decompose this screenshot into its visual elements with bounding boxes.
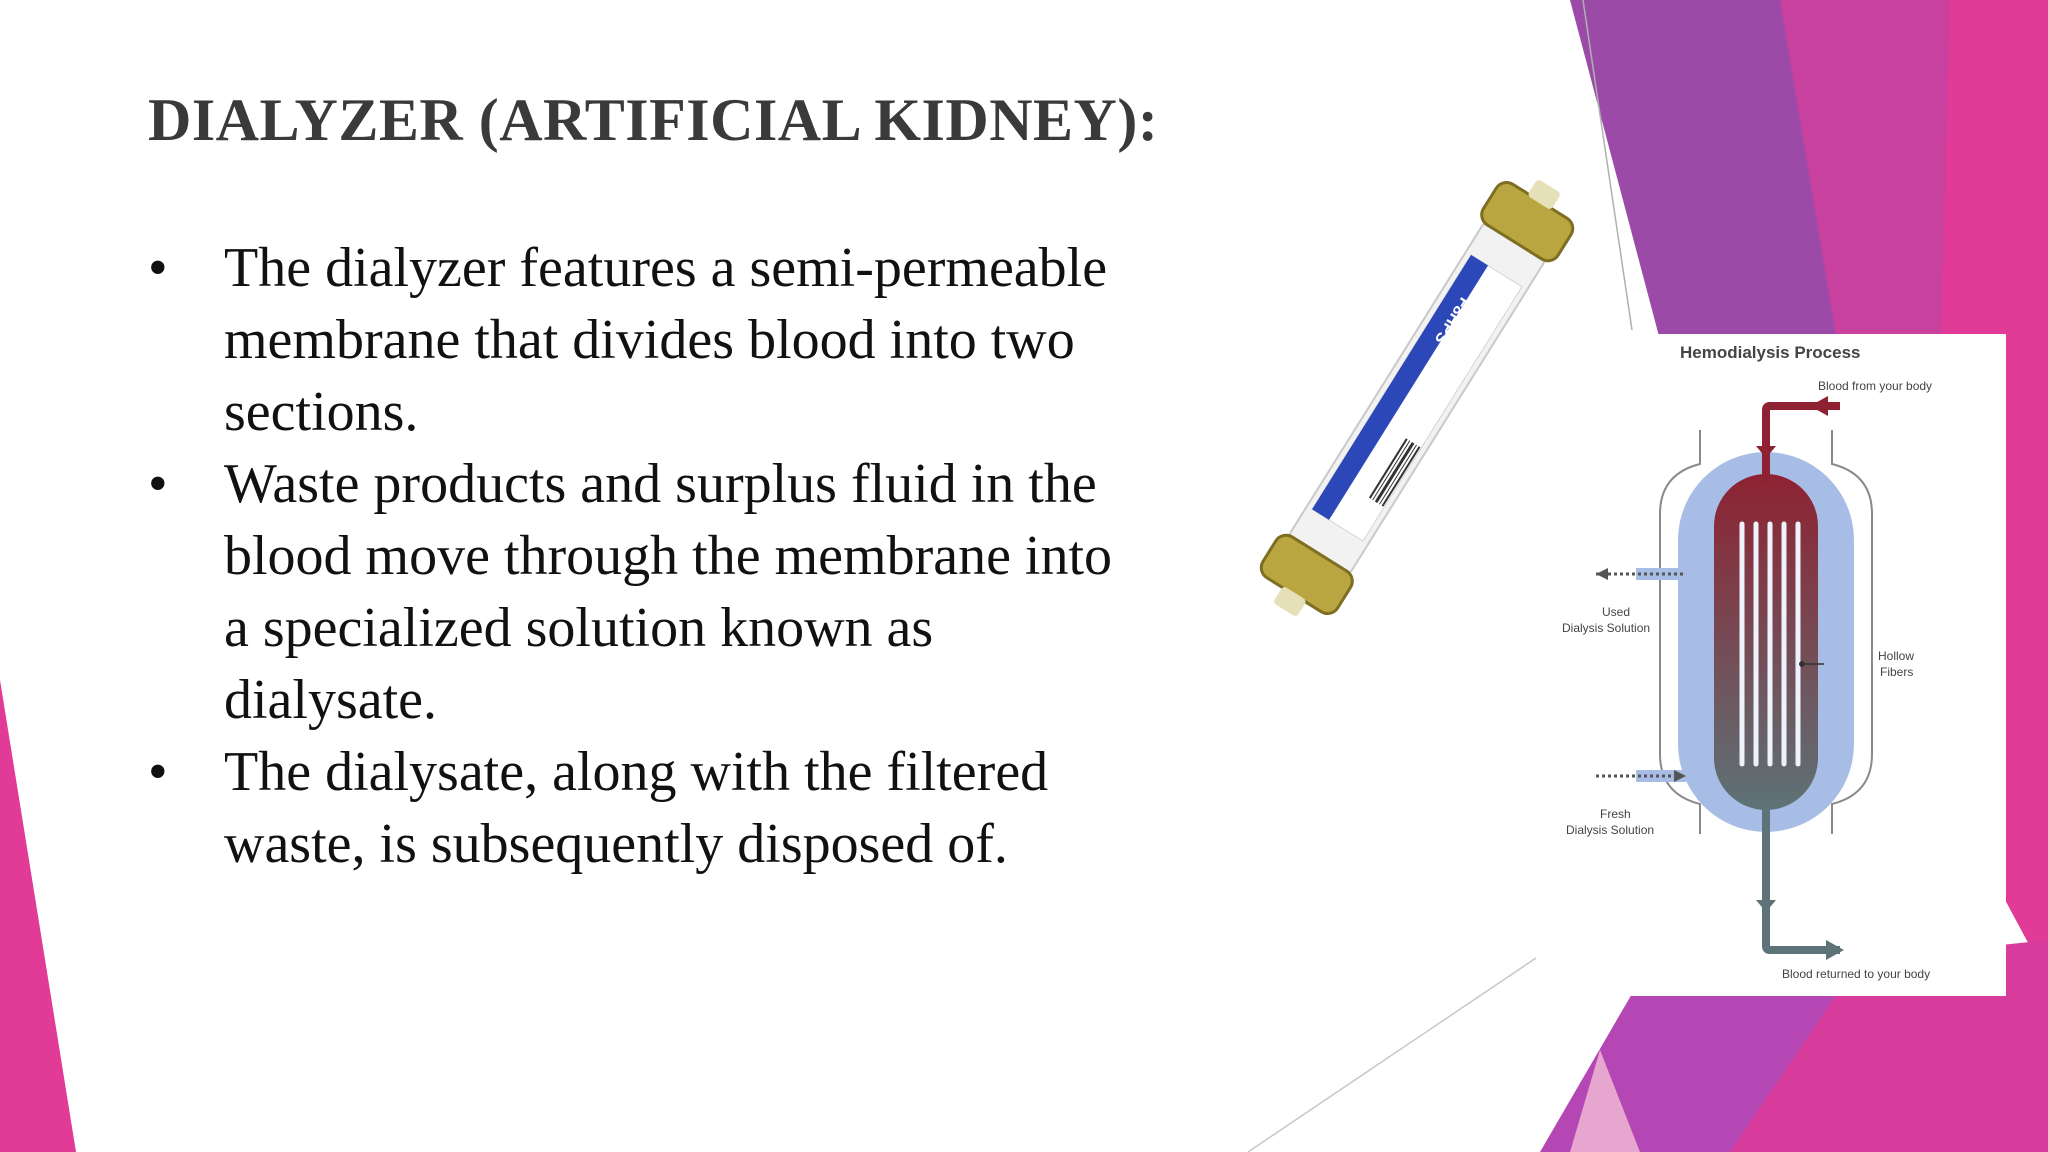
bullet-text: The dialyzer features a semi-permeable membrane that divides blood into two sections. xyxy=(224,237,1108,443)
bullet-list xyxy=(148,232,1128,880)
used-dialysate-port xyxy=(1636,568,1686,580)
accent-line-bottom xyxy=(1248,958,1536,1152)
bullet-marker: • xyxy=(148,453,168,515)
blood-outlet-down-arrow xyxy=(1756,900,1776,912)
bullet-item xyxy=(148,232,1128,448)
blood-inlet-arrow xyxy=(1810,396,1828,416)
fibers-pointer-dot xyxy=(1799,661,1805,667)
used-dialysate-arrow xyxy=(1596,568,1608,580)
hemodialysis-diagram xyxy=(1562,334,2006,996)
blood-outlet-arrow xyxy=(1826,940,1844,960)
bullet-marker: • xyxy=(148,741,168,803)
bullet-text: The dialysate, along with the filtered waste, is subsequently disposed of. xyxy=(224,741,1049,875)
diagram-title: Hemodialysis Process xyxy=(1680,343,1861,362)
label-blood-out: Blood returned to your body xyxy=(1782,967,1931,981)
blood-chamber xyxy=(1714,474,1818,810)
dialyzer-photo xyxy=(1252,138,1582,658)
label-fibers-line1: Hollow xyxy=(1878,649,1915,663)
label-fibers-line2: Fibers xyxy=(1880,665,1914,679)
bullet-marker: • xyxy=(148,237,168,299)
label-fresh-line1: Fresh xyxy=(1600,807,1631,821)
model-label: F8HPS xyxy=(1430,294,1473,347)
bullet-item xyxy=(148,448,1128,736)
label-used-line1: Used xyxy=(1602,605,1631,619)
slide-title: DIALYZER (ARTIFICIAL KIDNEY): xyxy=(148,87,1159,153)
bullet-text: Waste products and surplus fluid in the blood move through the membrane into a specialized solution known as dialysate. xyxy=(224,453,1113,731)
label-blood-in: Blood from your body xyxy=(1818,379,1933,393)
cartridge-label xyxy=(1312,255,1522,541)
bullet-item xyxy=(148,736,1128,880)
left-magenta-wedge xyxy=(0,680,76,1152)
label-fresh-line2: Dialysis Solution xyxy=(1566,823,1655,837)
label-used-line2: Dialysis Solution xyxy=(1562,621,1651,635)
